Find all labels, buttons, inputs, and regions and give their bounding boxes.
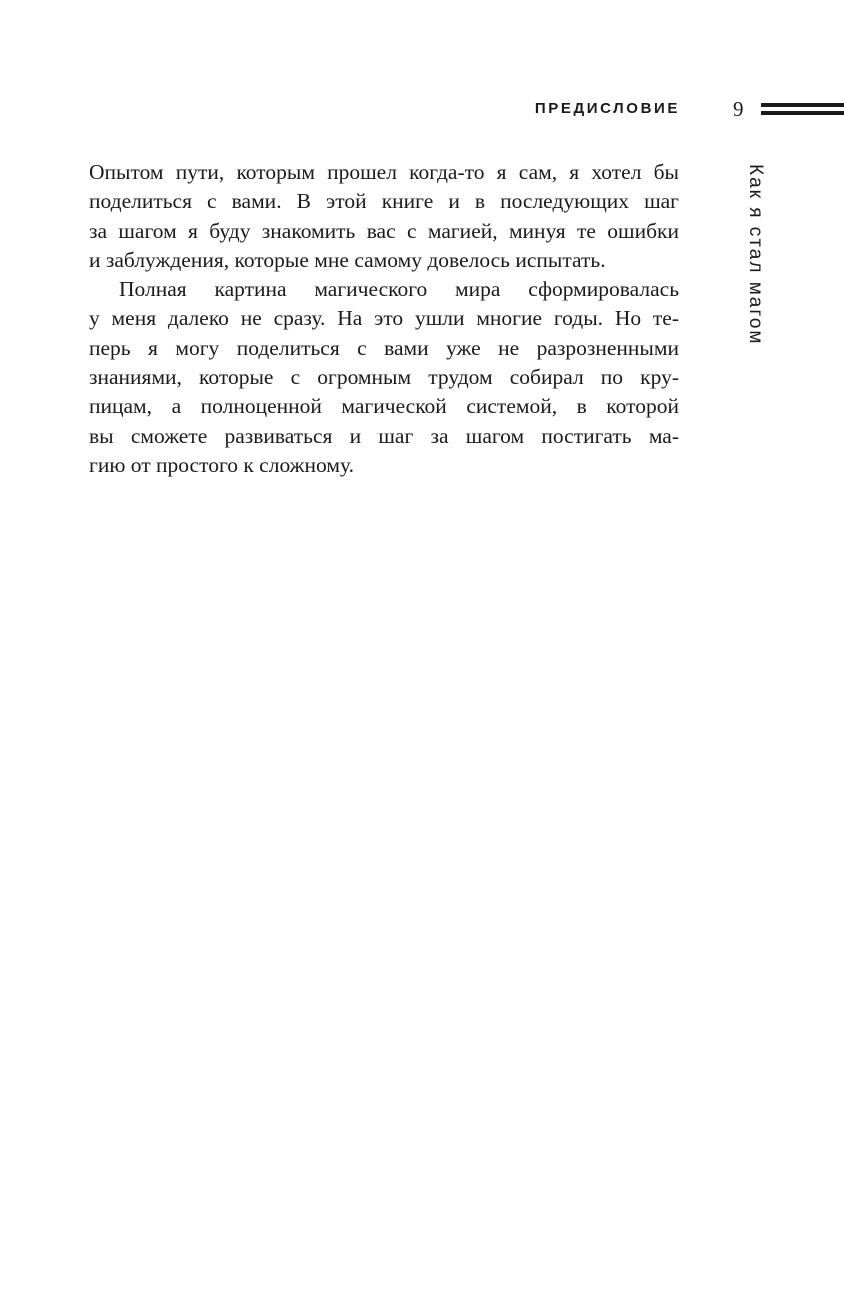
paragraph bbox=[89, 158, 679, 275]
text-line: гию от простого к сложному. bbox=[89, 452, 354, 477]
header-rule-line bbox=[761, 111, 844, 115]
text-line: за шагом я буду знакомить вас с магией, минуя те ошибки bbox=[89, 218, 679, 243]
text-line: знаниями, которые с огромным трудом собирал по кру- bbox=[89, 365, 679, 390]
side-book-title: Как я стал магом bbox=[745, 164, 766, 346]
text-line: поделиться с вами. В этой книге и в последующих шаг bbox=[89, 189, 679, 214]
page-number: 9 bbox=[733, 97, 744, 121]
header-rule-line bbox=[761, 103, 844, 107]
running-head bbox=[0, 96, 844, 126]
text-line: Полная картина магического мира сформировалась bbox=[119, 277, 679, 302]
text-line: пицам, а полноценной магической системой, в которой bbox=[89, 394, 679, 419]
text-line: перь я могу поделиться с вами уже не разрозненными bbox=[89, 335, 679, 360]
header-rule-decoration bbox=[761, 103, 844, 119]
text-line: вы сможете развиваться и шаг за шагом постигать ма- bbox=[89, 423, 679, 448]
text-line: и заблуждения, которые мне самому довелось испытать. bbox=[89, 247, 606, 272]
text-line: у меня далеко не сразу. На это ушли многие годы. Но те- bbox=[89, 306, 679, 331]
paragraph bbox=[89, 275, 679, 480]
text-line: Опытом пути, которым прошел когда-то я сам, я хотел бы bbox=[89, 160, 679, 184]
section-title: ПРЕДИСЛОВИЕ bbox=[534, 100, 680, 117]
body-text bbox=[89, 158, 679, 480]
